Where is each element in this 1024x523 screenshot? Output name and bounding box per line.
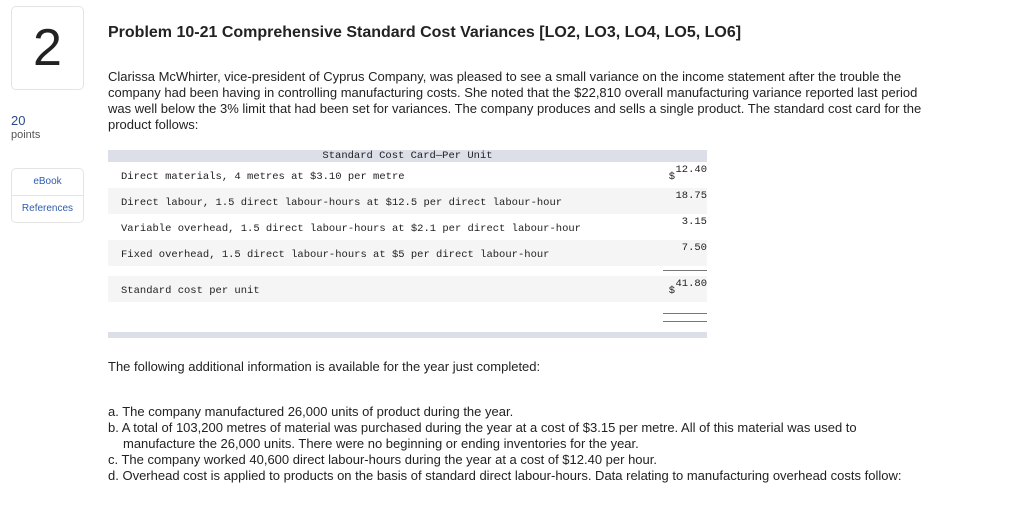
points-label: points bbox=[11, 129, 41, 141]
dollar-sign: $ bbox=[668, 285, 675, 297]
dollar-sign: $ bbox=[668, 171, 675, 183]
problem-title: Problem 10-21 Comprehensive Standard Cost Variances [LO2, LO3, LO4, LO5, LO6] bbox=[108, 24, 742, 41]
points-value: 20 bbox=[11, 113, 26, 128]
card-header: Standard Cost Card—Per Unit bbox=[108, 150, 707, 162]
list-item: b. A total of 103,200 metres of material was purchased during the year at a cost of $3.15 per metre. All of this material was used to manufacture the 26,000 units. There were no beginning or ending inventories for the year. bbox=[108, 420, 857, 451]
total-value: 41.80 bbox=[675, 278, 707, 290]
row-value: 3.15 bbox=[681, 216, 707, 228]
row-label: Fixed overhead, 1.5 direct labour-hours at $5 per direct labour-hour bbox=[121, 249, 550, 261]
spacer-row bbox=[108, 266, 707, 276]
standard-cost-card bbox=[108, 150, 707, 302]
double-rule-top bbox=[663, 313, 707, 314]
row-label: Direct materials, 4 metres at $3.10 per metre bbox=[121, 171, 405, 183]
subtotal-rule bbox=[663, 270, 707, 271]
row-value: 7.50 bbox=[681, 242, 707, 254]
row-label: Direct labour, 1.5 direct labour-hours at $12.5 per direct labour-hour bbox=[121, 197, 563, 209]
references-link[interactable]: References bbox=[12, 195, 83, 222]
info-list bbox=[108, 404, 928, 484]
card-footer-bar bbox=[108, 332, 707, 338]
table-row bbox=[108, 240, 707, 266]
resources-panel bbox=[11, 168, 84, 223]
table-row bbox=[108, 214, 707, 240]
additional-info-heading: The following additional information is available for the year just completed: bbox=[108, 359, 541, 374]
question-number: 2 bbox=[11, 6, 84, 90]
table-row bbox=[108, 188, 707, 214]
problem-intro: Clarissa McWhirter, vice-president of Cyprus Company, was pleased to see a small variance on the income statement after the trouble the company had been having in controlling manufacturing costs. She noted that the $22,810 overall manufacturing variance reported last period was well below the 3% limit that had been set for variances. The company produces and sells a single product. The standard cost card for the product follows: bbox=[108, 69, 922, 132]
row-value: 18.75 bbox=[675, 190, 707, 202]
total-row bbox=[108, 276, 707, 302]
list-item: d. Overhead cost is applied to products on the basis of standard direct labour-hours. Data relating to manufacturing overhead costs follow: bbox=[108, 468, 902, 483]
list-item: c. The company worked 40,600 direct labour-hours during the year at a cost of $12.40 per hour. bbox=[108, 452, 657, 467]
list-item: a. The company manufactured 26,000 units of product during the year. bbox=[108, 404, 514, 419]
table-row bbox=[108, 162, 707, 188]
row-value: 12.40 bbox=[675, 164, 707, 176]
double-rule-bottom bbox=[663, 321, 707, 322]
ebook-link[interactable]: eBook bbox=[33, 176, 62, 187]
row-label: Variable overhead, 1.5 direct labour-hours at $2.1 per direct labour-hour bbox=[121, 223, 581, 235]
total-label: Standard cost per unit bbox=[121, 285, 260, 297]
